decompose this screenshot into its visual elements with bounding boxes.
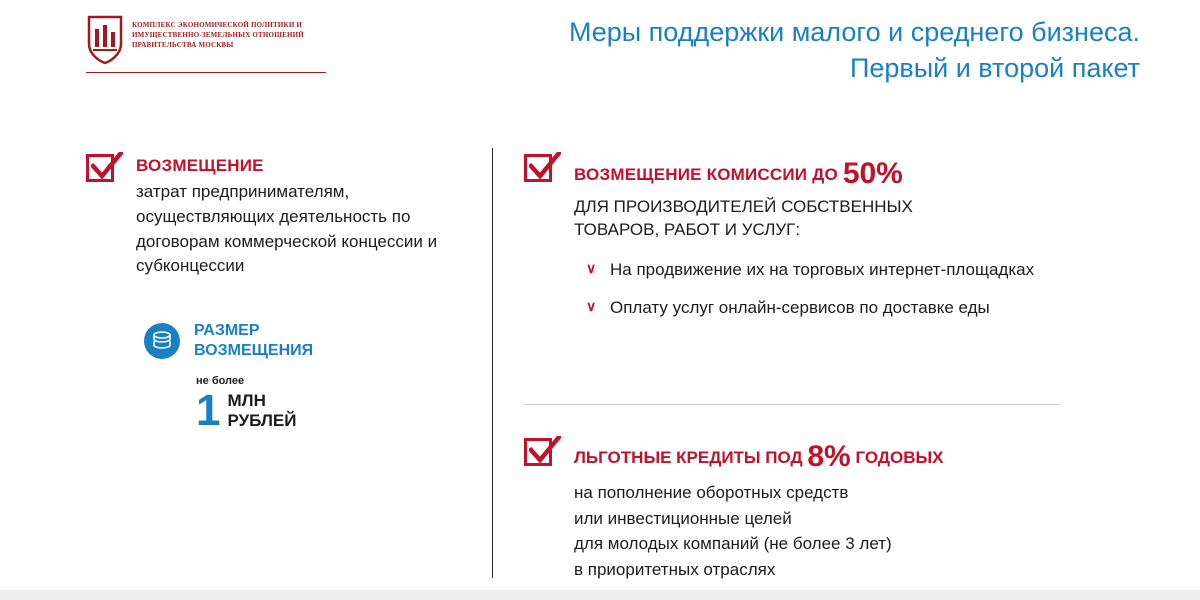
checkbox-check-icon — [86, 150, 124, 188]
commission-heading-text: ВОЗМЕЩЕНИЕ КОМИССИИ ДО — [574, 165, 838, 184]
list-item — [586, 258, 1084, 282]
list-item-label: Оплату услуг онлайн-сервисов по доставке еды — [610, 297, 990, 317]
amount-units — [227, 391, 296, 430]
list-item — [586, 296, 1084, 320]
amount-label — [194, 321, 313, 361]
credits-body — [574, 434, 1084, 582]
credits-block — [524, 434, 1084, 582]
column-divider — [492, 148, 493, 578]
bottom-bar — [0, 590, 1200, 600]
page-title — [400, 14, 1140, 87]
chevron-down-icon: ∨ — [586, 259, 597, 276]
reimbursement-paragraph: затрат предпринимателям, осуществляющих деятельность по договорам коммерческой концессии и субконцессии — [136, 182, 438, 276]
commission-subtitle-line-1: ДЛЯ ПРОИЗВОДИТЕЛЕЙ СОБСТВЕННЫХ — [574, 197, 913, 216]
bottom-bar-fill — [0, 590, 1200, 600]
amount-label-line-1: РАЗМЕР — [194, 321, 260, 339]
commission-percent: 50% — [842, 157, 903, 190]
commission-block — [524, 150, 1084, 333]
amount-units-line-2: РУБЛЕЙ — [227, 410, 297, 430]
chevron-down-icon: ∨ — [586, 297, 597, 314]
reimbursement-amount-block — [144, 321, 486, 433]
logo-divider — [86, 72, 326, 73]
reimbursement-body — [136, 150, 486, 279]
credits-line-3: для молодых компаний (не более 3 лет) — [574, 534, 892, 553]
credits-heading — [574, 440, 1084, 474]
credits-line-2: или инвестиционные целей — [574, 508, 792, 528]
page-header — [0, 0, 1200, 96]
list-item-label: На продвижение их на торговых интернет-площадках — [610, 259, 1035, 279]
amount-note: не более — [196, 374, 245, 387]
credits-heading-prefix: ЛЬГОТНЫЕ КРЕДИТЫ ПОД — [574, 448, 803, 467]
organization-logo — [86, 14, 330, 66]
amount-label-line-2: ВОЗМЕЩЕНИЯ — [194, 341, 314, 359]
credits-percent: 8% — [807, 440, 851, 473]
checkbox-check-icon — [524, 150, 562, 188]
page-title-line-2: Первый и второй пакет — [849, 53, 1140, 84]
coins-icon — [144, 323, 180, 359]
moscow-emblem-icon — [86, 14, 124, 66]
checkbox-check-icon — [524, 434, 562, 472]
credits-line-4: в приоритетных отраслях — [574, 559, 776, 579]
amount-number: 1 — [196, 385, 221, 435]
commission-heading — [574, 156, 1084, 192]
commission-subtitle-line-2: ТОВАРОВ, РАБОТ И УСЛУГ: — [574, 219, 801, 239]
amount-header — [144, 321, 486, 361]
right-column-top — [524, 150, 1084, 333]
commission-subtitle — [574, 196, 1084, 242]
organization-name: КОМПЛЕКС ЭКОНОМИЧЕСКОЙ ПОЛИТИКИ И ИМУЩЕСТВЕННО-ЗЕМЕЛЬНЫХ ОТНОШЕНИЙ ПРАВИТЕЛЬСТВА МОСКВЫ — [132, 21, 304, 50]
credits-line-1: на пополнение оборотных средств — [574, 483, 849, 502]
page-title-line-1: Меры поддержки малого и среднего бизнеса. — [568, 17, 1140, 47]
reimbursement-block — [86, 150, 486, 279]
commission-body — [574, 150, 1084, 333]
reimbursement-heading: ВОЗМЕЩЕНИЕ — [136, 156, 264, 175]
right-column-bottom — [524, 434, 1084, 582]
commission-bullet-list — [586, 258, 1084, 320]
credits-heading-suffix: ГОДОВЫХ — [855, 448, 944, 467]
amount-units-line-1: МЛН — [227, 391, 266, 411]
amount-value — [196, 385, 486, 435]
left-column — [86, 150, 486, 433]
right-column-divider — [524, 404, 1060, 405]
